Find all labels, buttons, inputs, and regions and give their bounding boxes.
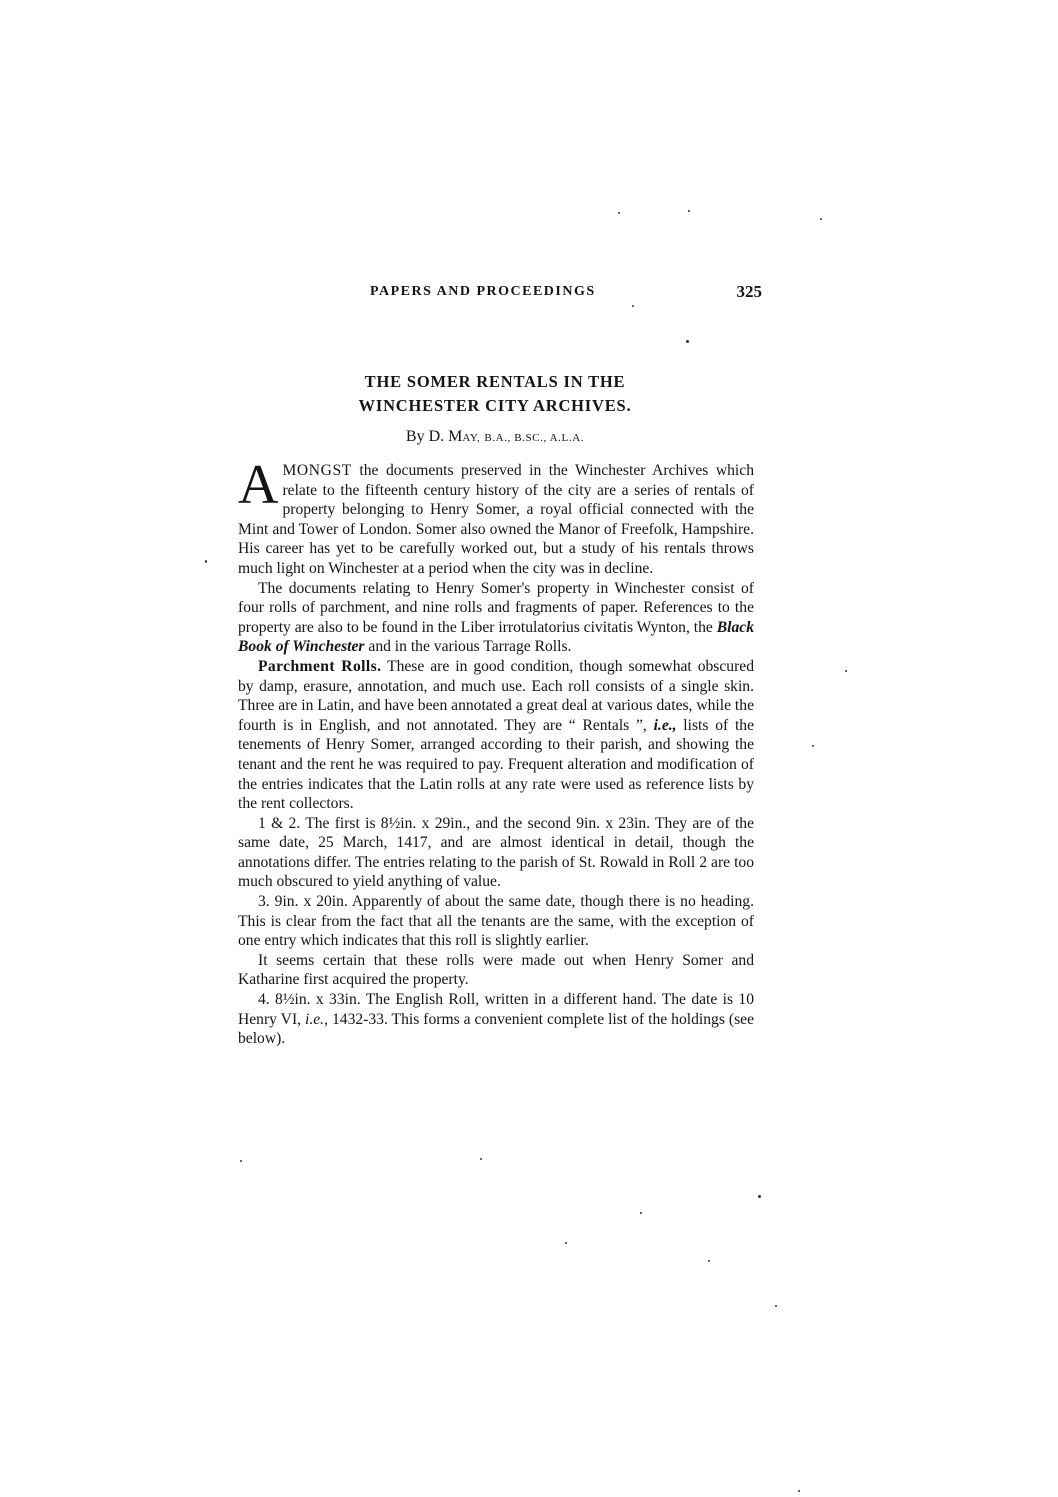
running-head: [370, 284, 762, 300]
paragraph-3-text-a: These are in good condition, though somewhat obscured by damp, erasure, annotation, and much use. Each roll consists of a single skin. Three are in Latin, and have been annotated a great deal at various dates, while the fourth is in English, and not annotated. They are “ Rentals ”,: [238, 657, 754, 734]
paragraph-4: 1 & 2. The first is 8½in. x 29in., and the second 9in. x 23in. They are of the same date, 25 March, 1417, and are almost identical in detail, though the annotations differ. The entries relating to the parish of St. Rowald in Roll 2 are too much obscured to yield anything of value.: [238, 814, 754, 891]
running-head-title: PAPERS AND PROCEEDINGS: [370, 284, 596, 299]
byline-degrees: B.A., B.SC., A.L.A.: [484, 432, 585, 444]
paragraph-6: It seems certain that these rolls were made out when Henry Somer and Katharine first acquired the property.: [238, 951, 754, 989]
scan-speck: [845, 670, 847, 672]
paragraph-2-text-b: and in the various Tarrage Rolls.: [364, 638, 572, 656]
scan-speck: [708, 1260, 710, 1262]
scan-speck: [640, 1212, 642, 1214]
scan-speck: [758, 1195, 761, 1198]
paragraph-2: [238, 579, 754, 657]
scan-speck: [632, 305, 634, 307]
page-number: 325: [736, 282, 762, 301]
opening-word: MONGST: [282, 462, 352, 479]
paragraph-1: [238, 454, 754, 579]
scan-speck: [798, 1490, 800, 1492]
scan-speck: [618, 212, 620, 214]
article-title-line-1: THE SOMER RENTALS IN THE: [364, 372, 626, 391]
scan-speck: [480, 1158, 482, 1160]
paragraph-2-text-a: The documents relating to Henry Somer's property in Winchester consist of four rolls of parchment, and nine rolls and fragments of paper. References to the property are also to be found in the Liber irrotulatorius civitatis Wynton, the: [238, 579, 754, 636]
scan-speck: [205, 560, 207, 563]
paragraph-7-text-a: 4. 8½in. x 33in. The English Roll, written in a different hand. The date is 10 Henry VI,: [238, 991, 754, 1028]
paragraph-1-text: the documents preserved in the Winchester Archives which relate to the fifteenth century history of the city are a series of rentals of property belonging to Henry Somer, a royal official connected with the Mint and Tower of London. Somer also owned the Manor of Freefolk, Hampshire. His career has yet to be carefully worked out, but a study of his rentals throws much light on Winchester at a period when the city was in decline.: [238, 462, 754, 577]
paragraph-3-text-b: lists of the tenements of Henry Somer, arranged according to their parish, and showing the tenant and the rent he was required to pay. Frequent alteration and modification of the entries indicates that the Latin rolls at any rate were used as reference lists by the rent collectors.: [238, 716, 755, 813]
scan-speck: [565, 1242, 567, 1244]
byline: [320, 428, 670, 446]
paragraph-5: 3. 9in. x 20in. Apparently of about the same date, though there is no heading. This is clear from the fact that all the tenants are the same, with the exception of one entry which indicates that this roll is slightly earlier.: [238, 893, 754, 950]
article-body: [238, 454, 755, 1049]
section-heading-parchment-rolls: Parchment Rolls.: [258, 657, 382, 675]
ie-abbrev-2: i.e.,: [305, 1010, 328, 1028]
byline-name-small: AY,: [462, 432, 481, 444]
article-title-line-2: WINCHESTER CITY ARCHIVES.: [358, 396, 632, 415]
scan-speck: [688, 210, 690, 212]
scan-speck: [812, 745, 814, 747]
paragraph-3: [238, 657, 754, 814]
drop-cap: A: [238, 454, 279, 516]
paragraph-7-text-b: 1432-33. This forms a convenient complete list of the holdings (see below).: [238, 1010, 754, 1048]
byline-prefix: By D. M: [405, 428, 463, 445]
ie-abbrev: i.e.,: [653, 716, 677, 734]
article-title: [320, 370, 670, 418]
scan-speck: [775, 1305, 777, 1307]
scan-speck: [820, 218, 822, 220]
scan-speck: [240, 1160, 242, 1162]
black-book-title: Black Book of Winchester: [238, 618, 754, 656]
paragraph-7: [238, 990, 754, 1049]
scan-speck: [686, 340, 689, 343]
